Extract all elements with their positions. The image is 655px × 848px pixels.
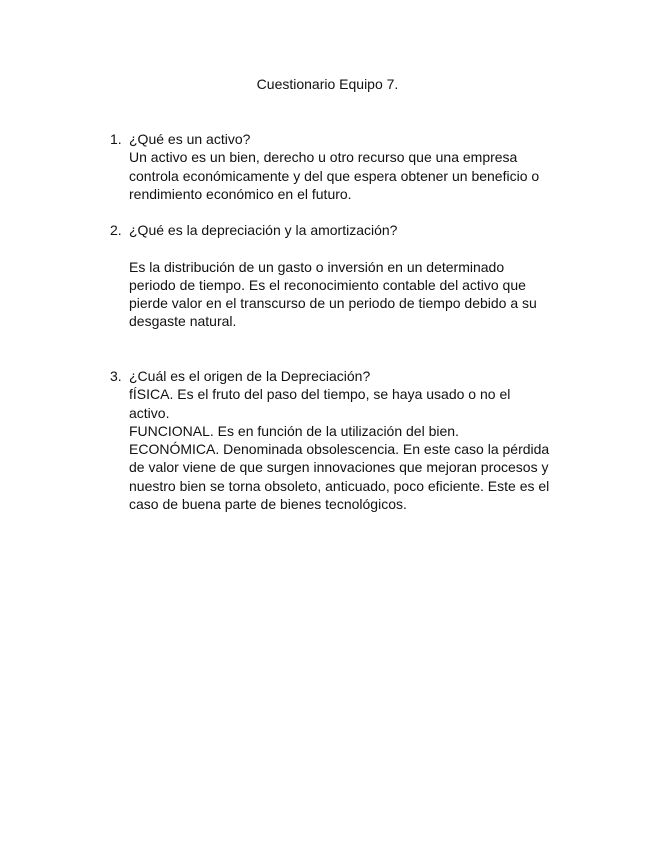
answer-line: pierde valor en el transcurso de un periodo de tiempo debido a su [129, 295, 537, 312]
answer-line: FUNCIONAL. Es en función de la utilización del bien. [129, 422, 459, 439]
answer-line: Es la distribución de un gasto o inversión en un determinado [129, 258, 505, 275]
question-text: ¿Cuál es el origen de la Depreciación? [129, 368, 371, 384]
answer-line: desgaste natural. [129, 313, 237, 330]
question-text: ¿Qué es la depreciación y la amortización? [129, 222, 398, 238]
answer-line: nuestro bien se torna obsoleto, anticuado, poco eficiente. Este es el [129, 477, 550, 494]
answer-line: activo. [129, 404, 170, 421]
question-body [129, 367, 580, 513]
paragraph-gap [129, 239, 580, 257]
answer-line: rendimiento económico en el futuro. [129, 185, 352, 202]
answer-line: controla económicamente y del que espera obtener un beneficio o [129, 167, 540, 184]
answer-line: ECONÓMICA. Denominada obsolescencia. En este caso la pérdida [129, 441, 550, 458]
question-body [129, 130, 580, 203]
question-number: 2. [110, 222, 122, 238]
answer-line: de valor viene de que surgen innovaciones que mejoran procesos y [129, 459, 549, 476]
question-body [129, 221, 580, 331]
question-3 [110, 367, 580, 513]
question-2 [110, 221, 580, 331]
question-1 [110, 130, 580, 203]
question-text: ¿Qué es un activo? [129, 131, 251, 147]
answer-line: periodo de tiempo. Es el reconocimiento contable del activo que [129, 276, 526, 293]
question-number: 1. [110, 131, 122, 147]
question-number: 3. [110, 368, 122, 384]
answer-line: Un activo es un bien, derecho u otro recurso que una empresa [129, 149, 518, 166]
answer-line: caso de buena parte de bienes tecnológicos. [129, 496, 407, 513]
answer-line: fÍSICA. Es el fruto del paso del tiempo, se haya usado o no el [129, 386, 511, 403]
document-title: Cuestionario Equipo 7. [256, 76, 399, 92]
